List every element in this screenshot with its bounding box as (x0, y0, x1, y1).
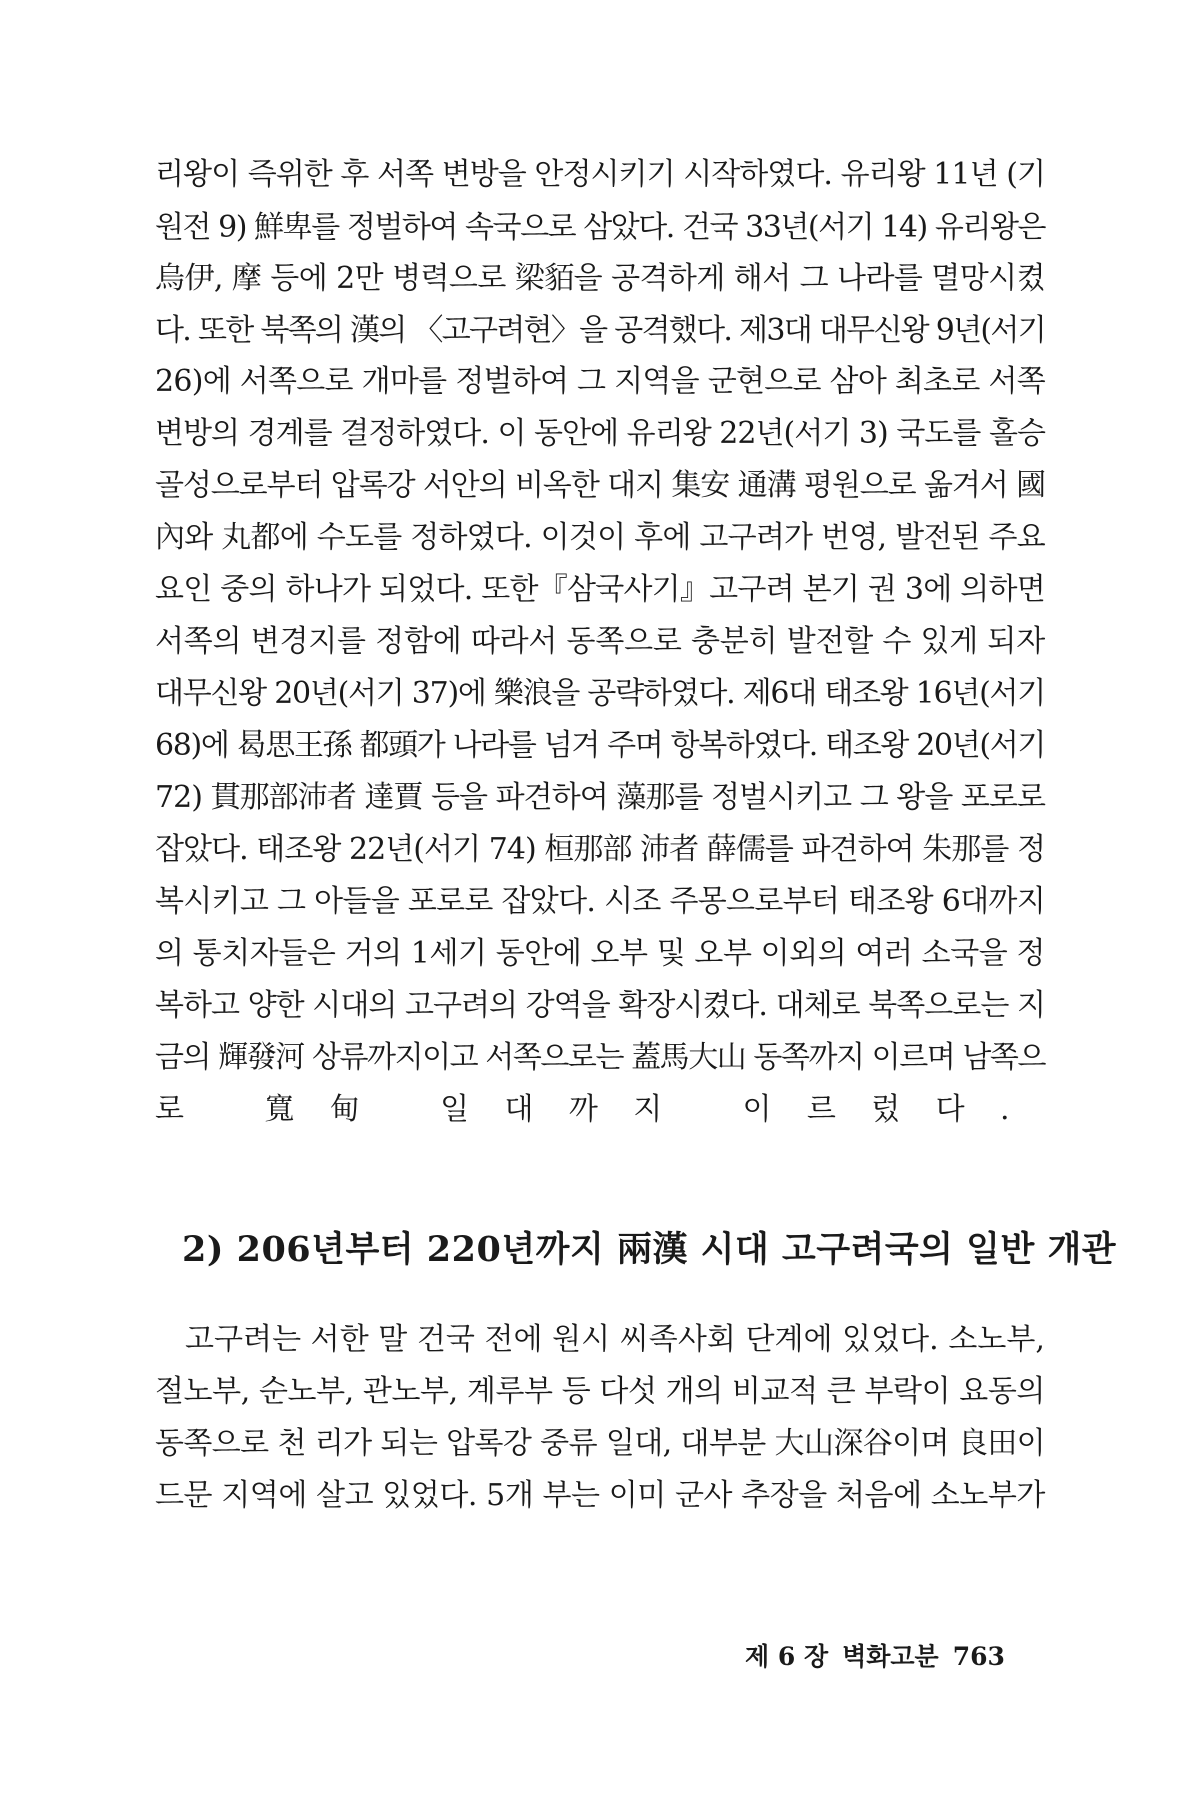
text-line: 리왕이 즉위한 후 서쪽 변방을 안정시키기 시작하였다. 유리왕 11년 (기 (155, 157, 1045, 192)
text-line: 서쪽의 변경지를 정함에 따라서 동쪽으로 충분히 발전할 수 있게 되자 (155, 624, 1045, 659)
text-line: 복하고 양한 시대의 고구려의 강역을 확장시켰다. 대체로 북쪽으로는 지 (155, 988, 1045, 1023)
text-line: 요인 중의 하나가 되었다. 또한『삼국사기』고구려 본기 권 3에 의하면 (155, 572, 1045, 607)
text-line: 잡았다. 태조왕 22년(서기 74) 桓那部 沛者 薛儒를 파견하여 朱那를 정 (155, 832, 1045, 867)
text-line: 다. 또한 북쪽의 漢의 〈고구려현〉을 공격했다. 제3대 대무신왕 9년(서기 (155, 313, 1045, 348)
text-line: 복시키고 그 아들을 포로로 잡았다. 시조 주몽으로부터 태조왕 6대까지 (155, 884, 1045, 919)
chapter-label: 제 6 장 (745, 1642, 829, 1671)
text-line: 烏伊, 摩 등에 2만 병력으로 梁貊을 공격하게 해서 그 나라를 멸망시켰 (155, 261, 1045, 296)
text-line: 72) 貫那部沛者 達賈 등을 파견하여 藻那를 정벌시키고 그 왕을 포로로 (155, 780, 1045, 815)
text-line: 원전 9) 鮮卑를 정벌하여 속국으로 삼았다. 건국 33년(서기 14) 유리왕은 (155, 210, 1045, 245)
text-line: 로 寬甸 일대까지 이르렀다. (155, 1092, 1045, 1127)
text-line: 內와 丸都에 수도를 정하였다. 이것이 후에 고구려가 번영, 발전된 주요 (155, 520, 1045, 555)
text-line: 드문 지역에 살고 있었다. 5개 부는 이미 군사 추장을 처음에 소노부가 (155, 1478, 1045, 1513)
text-line: 26)에 서쪽으로 개마를 정벌하여 그 지역을 군현으로 삼아 최초로 서쪽 (155, 364, 1045, 399)
text-line: 대무신왕 20년(서기 37)에 樂浪을 공략하였다. 제6대 태조왕 16년(서기 (155, 676, 1045, 711)
text-line: 68)에 曷思王孫 都頭가 나라를 넘겨 주며 항복하였다. 태조왕 20년(서기 (155, 728, 1045, 763)
page-number: 763 (952, 1642, 1005, 1671)
text-line: 절노부, 순노부, 관노부, 계루부 등 다섯 개의 비교적 큰 부락이 요동의 (155, 1374, 1045, 1409)
text-line: 동쪽으로 천 리가 되는 압록강 중류 일대, 대부분 大山深谷이며 良田이 (155, 1426, 1045, 1461)
text-line: 고구려는 서한 말 건국 전에 원시 씨족사회 단계에 있었다. 소노부, (185, 1322, 1045, 1357)
text-line: 변방의 경계를 결정하였다. 이 동안에 유리왕 22년(서기 3) 국도를 홀승 (155, 416, 1045, 451)
running-footer (745, 1637, 1005, 1673)
text-line: 의 통치자들은 거의 1세기 동안에 오부 및 오부 이외의 여러 소국을 정 (155, 936, 1045, 971)
section-heading: 2) 206년부터 220년까지 兩漢 시대 고구려국의 일반 개관 (182, 1229, 1117, 1270)
section-label: 벽화고분 (842, 1642, 939, 1671)
text-line: 금의 輝發河 상류까지이고 서쪽으로는 蓋馬大山 동쪽까지 이르며 남쪽으 (155, 1040, 1045, 1075)
text-line: 골성으로부터 압록강 서안의 비옥한 대지 集安 通溝 평원으로 옮겨서 國 (155, 468, 1045, 503)
